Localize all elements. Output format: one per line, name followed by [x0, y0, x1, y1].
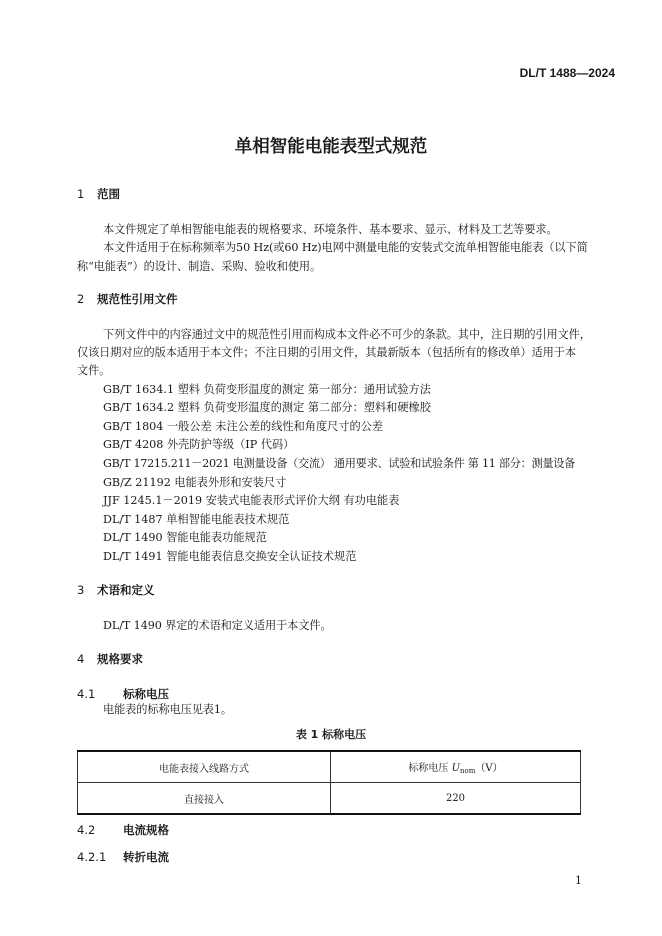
table-1: [77, 750, 581, 815]
table-cell: 直接接入: [78, 783, 331, 815]
reference-item: DL/T 1487 单相智能电能表技术规范: [103, 513, 290, 526]
section-3-number: 3: [77, 583, 85, 597]
section-3-title: 术语和定义: [97, 583, 155, 597]
section-2-paragraph-line-1: 下列文件中的内容通过文中的规范性引用而构成本文件必不可少的条款。其中，注日期的引用文件，: [103, 328, 591, 341]
standard-number: DL/T 1488—2024: [519, 66, 615, 80]
reference-item: GB/Z 21192 电能表外形和安装尺寸: [103, 476, 287, 489]
table-1-caption: 表 1 标称电压: [295, 728, 367, 741]
section-4-1-title: 标称电压: [123, 687, 169, 701]
section-1-paragraph-2-line-2: 称“电能表”）的设计、制造、采购、验收和使用。: [77, 260, 322, 273]
section-1-number: 1: [77, 187, 85, 201]
section-4-2-heading: [77, 822, 169, 838]
reference-item: DL/T 1490 智能电能表功能规范: [103, 531, 267, 544]
table-header-cell: [331, 751, 581, 783]
section-4-title: 规格要求: [97, 652, 143, 666]
reference-item: DL/T 1491 智能电能表信息交换安全认证技术规范: [103, 550, 357, 563]
table-header-cell: 电能表接入线路方式: [78, 751, 331, 783]
section-1-paragraph-2-line-1: 本文件适用于在标称频率为50 Hz(或60 Hz)电网中测量电能的安装式交流单相智能电能表（以下简: [103, 241, 588, 254]
reference-item: GB/T 1804 一般公差 未注公差的线性和角度尺寸的公差: [103, 420, 384, 433]
section-4-2-1-title: 转折电流: [123, 850, 169, 864]
reference-item: GB/T 4208 外壳防护等级（IP 代码）: [103, 438, 295, 451]
section-4-heading: [77, 651, 143, 667]
reference-item: GB/T 1634.1 塑料 负荷变形温度的测定 第一部分：通用试验方法: [103, 383, 431, 396]
section-1-paragraph-1: 本文件规定了单相智能电能表的规格要求、环境条件、基本要求、显示、材料及工艺等要求。: [103, 223, 558, 236]
section-4-2-title: 电流规格: [123, 823, 169, 837]
table-header-row: [78, 751, 581, 783]
table-header-subscript: nom: [460, 767, 476, 775]
table-row: [78, 783, 581, 815]
section-3-paragraph: DL/T 1490 界定的术语和定义适用于本文件。: [103, 619, 332, 632]
section-2-paragraph-line-2: 仅该日期对应的版本适用于本文件；不注日期的引用文件，其最新版本（包括所有的修改单）适用于本: [77, 346, 576, 359]
section-4-2-number: 4.2: [77, 823, 96, 837]
page-number: 1: [575, 874, 582, 887]
reference-item: JJF 1245.1－2019 安装式电能表形式评价大纲 有功电能表: [103, 494, 400, 507]
table-cell: 220: [331, 783, 581, 815]
table-header-variable: U: [451, 763, 460, 774]
section-3-heading: [77, 582, 155, 598]
section-4-1-heading: [77, 686, 169, 702]
section-2-title: 规范性引用文件: [97, 292, 178, 306]
table-header-label: 标称电压: [408, 763, 452, 774]
section-2-heading: [77, 291, 178, 307]
table-header-unit: （V）: [475, 763, 503, 774]
section-4-1-number: 4.1: [77, 687, 96, 701]
section-4-number: 4: [77, 652, 85, 666]
section-4-2-1-number: 4.2.1: [77, 850, 107, 864]
section-2-number: 2: [77, 292, 85, 306]
section-1-heading: [77, 186, 120, 202]
section-2-paragraph-line-3: 文件。: [77, 364, 111, 377]
section-1-title: 范围: [97, 187, 120, 201]
reference-item: GB/T 1634.2 塑料 负荷变形温度的测定 第二部分：塑料和硬橡胶: [103, 401, 431, 414]
section-4-1-paragraph: 电能表的标称电压见表1。: [103, 703, 232, 716]
reference-item: GB/T 17215.211－2021 电测量设备（交流） 通用要求、试验和试验条件 第 11 部分：测量设备: [103, 457, 576, 470]
document-title: 单相智能电能表型式规范: [234, 137, 428, 157]
section-4-2-1-heading: [77, 849, 169, 865]
